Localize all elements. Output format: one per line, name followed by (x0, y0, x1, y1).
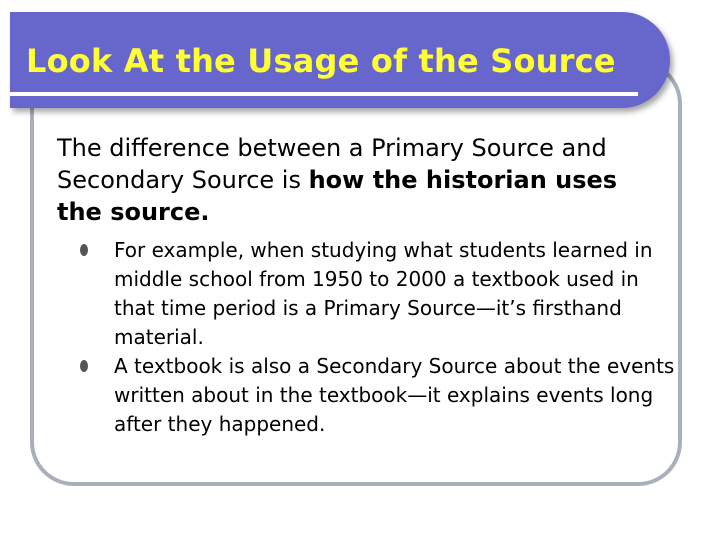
bullet-text: A textbook is also a Secondary Source about the events written about in the textbook—it explains events long after they happened. (114, 354, 675, 436)
bullet-item (76, 352, 676, 439)
bullet-list (76, 236, 676, 439)
lead-text-emphasis: how the historian uses the source. (57, 166, 618, 226)
bullet-icon (80, 244, 88, 256)
slide-title: Look At the Usage of the Source (26, 42, 616, 80)
bullet-item (76, 236, 676, 352)
lead-text: The difference between a Primary Source and Secondary Source is (57, 134, 607, 194)
bullet-text: For example, when studying what students learned in middle school from 1950 to 2000 a textbook used in that time period is a Primary Source—it’s firsthand material. (114, 238, 653, 349)
bullet-icon (80, 360, 88, 372)
lead-paragraph (57, 132, 657, 228)
title-underline (10, 92, 638, 96)
